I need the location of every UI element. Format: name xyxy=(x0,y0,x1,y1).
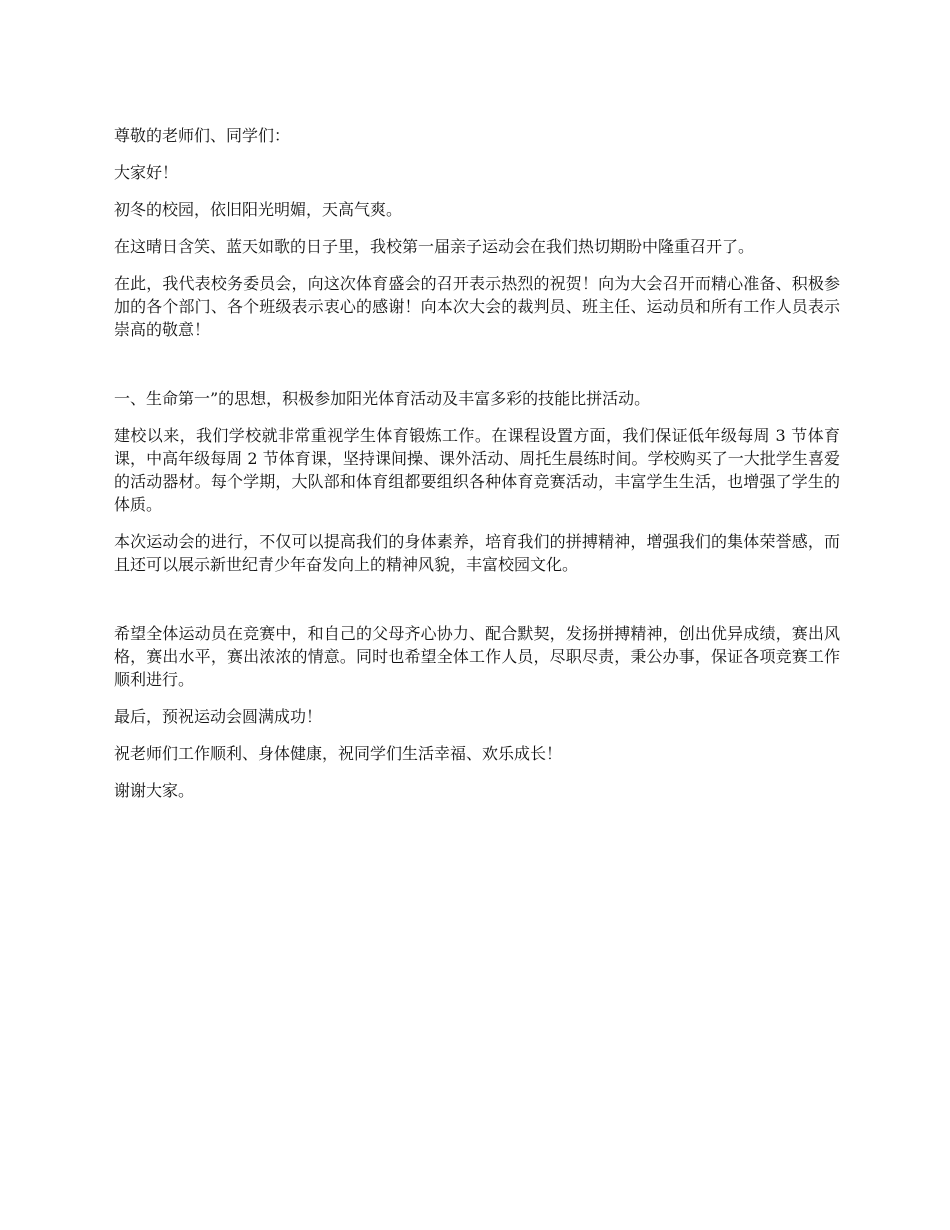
paragraph-thanks: 谢谢大家。 xyxy=(114,781,195,800)
section-spacer xyxy=(114,355,840,387)
paragraph-significance: 本次运动会的进行，不仅可以提高我们的身体素养，培育我们的拼搏精神，增强我们的集体荣誉感，而且还可以展示新世纪青少年奋发向上的精神风貌，丰富校园文化。 xyxy=(114,532,840,574)
paragraph-opening: 在这晴日含笑、蓝天如歌的日子里，我校第一届亲子运动会在我们热切期盼中隆重召开了。 xyxy=(114,237,755,256)
greeting: 大家好！ xyxy=(114,163,179,182)
paragraph-closing-wish: 最后，预祝运动会圆满成功！ xyxy=(114,707,323,726)
document-body xyxy=(114,124,840,816)
paragraph-hopes: 希望全体运动员在竞赛中，和自己的父母齐心协力、配合默契，发扬拼搏精神，创出优异成绩，赛出风格，赛出水平，赛出浓浓的情意。同时也希望全体工作人员，尽职尽责，秉公办事，保证各项竞赛工作顺利进行。 xyxy=(114,624,840,689)
paragraph-blessing: 祝老师们工作顺利、身体健康，祝同学们生活幸福、欢乐成长！ xyxy=(114,744,563,763)
salutation: 尊敬的老师们、同学们： xyxy=(114,126,291,145)
section-heading: 一、生命第一”的思想，积极参加阳光体育活动及丰富多彩的技能比拼活动。 xyxy=(114,389,651,408)
section-spacer xyxy=(114,590,840,622)
paragraph-congratulations: 在此，我代表校务委员会，向这次体育盛会的召开表示热烈的祝贺！向为大会召开而精心准备、积极参加的各个部门、各个班级表示衷心的感谢！向本次大会的裁判员、班主任、运动员和所有工作人员表示崇高的敬意！ xyxy=(114,274,840,339)
paragraph-season: 初冬的校园，依旧阳光明媚，天高气爽。 xyxy=(114,200,403,219)
paragraph-school-history: 建校以来，我们学校就非常重视学生体育锻炼工作。在课程设置方面，我们保证低年级每周 3 节体育课，中高年级每周 2 节体育课，坚持课间操、课外活动、周托生晨练时间。学校购买了一大批学生喜爱的活动器材。每个学期，大队部和体育组都要组织各种体育竞赛活动，丰富学生生活，也增强了学生的体质。 xyxy=(114,426,840,514)
